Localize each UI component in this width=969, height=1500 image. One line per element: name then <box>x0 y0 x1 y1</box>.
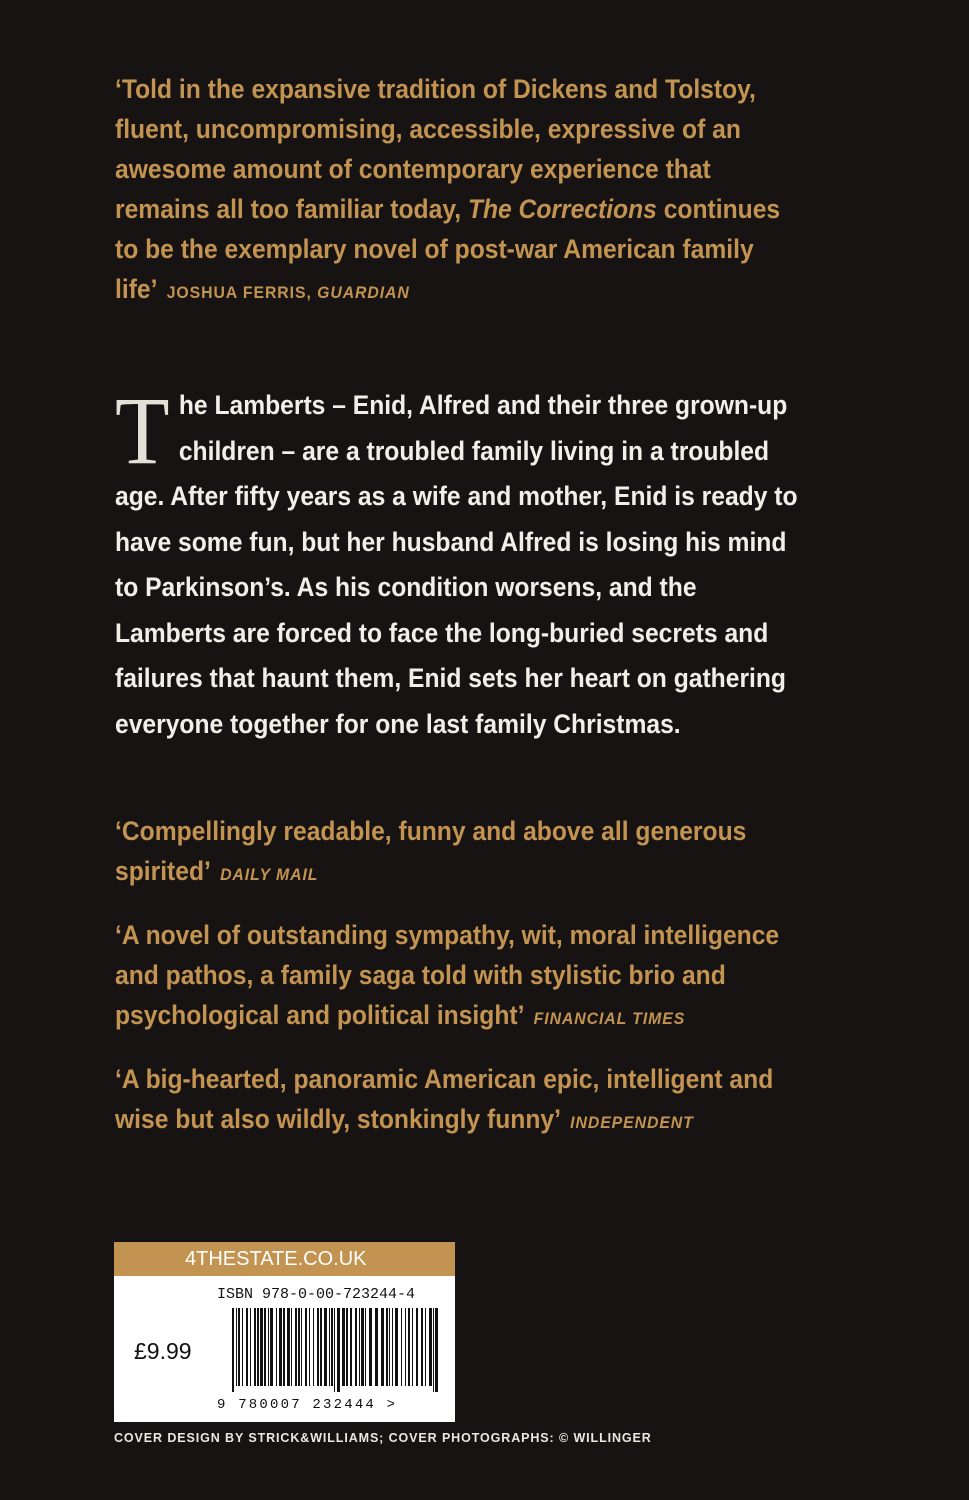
barcode-bar <box>287 1308 290 1386</box>
barcode-bar <box>350 1308 352 1386</box>
barcode-bar <box>416 1308 418 1386</box>
barcode-bar <box>291 1308 292 1386</box>
price-label: £9.99 <box>134 1338 192 1364</box>
quote-text: ‘A novel of outstanding sympathy, wit, moral intelligence and pathos, a family saga told with stylistic brio and psychological and political insight’ <box>115 920 780 1030</box>
quote-attribution <box>220 865 318 884</box>
barcode-bar <box>401 1308 402 1386</box>
barcode-bar <box>365 1308 366 1386</box>
barcode-bar <box>421 1308 423 1386</box>
barcode-bar <box>433 1308 434 1392</box>
quote-attribution <box>167 283 410 302</box>
quote-text: ‘Compellingly readable, funny and above all generous spirited’ <box>115 816 747 886</box>
barcode-bar <box>250 1308 251 1386</box>
synopsis-text: he Lamberts – Enid, Alfred and their three grown-up children – are a troubled family living in a troubled age. After fifty years as a wife and mother, Enid is ready to have some fun, but her husband Alfred is losing his mind to Parkinson’s. As his condition worsens, and the Lamberts are forced to face the long-buried secrets and failures that haunt them, Enid sets her heart on gathering everyone together for one last family Christmas. <box>115 390 798 739</box>
barcode-bar <box>301 1308 302 1386</box>
barcode-bar <box>254 1308 256 1386</box>
barcode-bar <box>283 1308 285 1386</box>
quote-text: ‘Told in the expansive tradition of Dickens and Tolstoy, fluent, uncompromising, accessible, expressive of an awesome amount of contemporary experience that remains all too familiar today, <box>115 74 756 224</box>
barcode-bar <box>276 1308 277 1386</box>
barcode-bar <box>381 1308 384 1386</box>
barcode-bar <box>412 1308 413 1386</box>
barcode-bar <box>268 1308 269 1386</box>
synopsis <box>115 377 813 747</box>
drop-cap: T <box>115 377 170 484</box>
quote-daily-mail <box>115 811 785 895</box>
quote-text: ‘A big-hearted, panoramic American epic, intelligent and wise but also wildly, stonkingly funny’ <box>115 1064 774 1134</box>
publisher-website[interactable]: 4THESTATE.CO.UK <box>114 1242 455 1276</box>
barcode-bar <box>369 1308 372 1386</box>
barcode-bar <box>298 1308 300 1386</box>
barcode-panel <box>114 1242 455 1422</box>
barcode-bar <box>320 1308 322 1386</box>
quote-attribution <box>534 1009 686 1028</box>
barcode-bar <box>395 1308 398 1386</box>
barcode-bar <box>232 1308 234 1392</box>
quote-text: continues to be the exemplary novel of post-war American family life’ <box>115 194 781 304</box>
barcode-bar <box>236 1308 237 1386</box>
barcode-bar <box>337 1308 340 1392</box>
barcode-bar <box>355 1308 357 1386</box>
barcode-graphic <box>232 1308 442 1392</box>
book-title: The Corrections <box>467 194 657 224</box>
ean-digits: 9 780007 232444 > <box>217 1397 398 1413</box>
barcode-bar <box>331 1308 333 1386</box>
quote-source: INDEPENDENT <box>570 1113 694 1132</box>
barcode-bar <box>435 1308 438 1392</box>
barcode-bar <box>361 1308 364 1386</box>
barcode-bar <box>309 1308 310 1386</box>
barcode-bar <box>246 1308 248 1386</box>
barcode-bar <box>375 1308 378 1386</box>
quote-author: JOSHUA FERRIS, <box>166 283 312 302</box>
barcode-bar <box>425 1308 426 1386</box>
barcode-bar <box>317 1308 319 1386</box>
quote-source: FINANCIAL TIMES <box>533 1009 686 1028</box>
barcode-bar <box>257 1308 259 1386</box>
barcode-bar <box>264 1308 266 1386</box>
barcode-bar <box>334 1308 335 1392</box>
barcode-bar <box>260 1308 263 1386</box>
barcode-bar <box>359 1308 360 1386</box>
barcode-bar <box>429 1308 432 1386</box>
barcode-bar <box>295 1308 297 1386</box>
barcode-bar <box>346 1308 348 1386</box>
cover-credits: COVER DESIGN BY STRICK&WILLIAMS; COVER PHOTOGRAPHS: © WILLINGER <box>114 1431 652 1445</box>
isbn-label: ISBN 978-0-00-723244-4 <box>217 1286 416 1303</box>
barcode-bar <box>329 1308 330 1386</box>
barcode-bar <box>408 1308 410 1386</box>
barcode-bar <box>242 1308 243 1386</box>
quote-source: DAILY MAIL <box>220 865 319 884</box>
quote-source: GUARDIAN <box>317 283 410 302</box>
quote-guardian <box>115 69 785 313</box>
barcode-bar <box>313 1308 314 1386</box>
barcode-bar <box>342 1308 345 1386</box>
barcode-bar <box>386 1308 388 1386</box>
barcode-bar <box>405 1308 406 1386</box>
barcode-bar <box>305 1308 307 1386</box>
quote-attribution <box>570 1113 694 1132</box>
barcode-bar <box>392 1308 393 1386</box>
barcode-bar <box>389 1308 390 1386</box>
quote-financial-times <box>115 915 785 1039</box>
barcode-bar <box>324 1308 327 1386</box>
quote-independent <box>115 1059 785 1143</box>
barcode-bar <box>238 1308 240 1386</box>
barcode-bar <box>279 1308 282 1386</box>
barcode-bar <box>270 1308 273 1386</box>
